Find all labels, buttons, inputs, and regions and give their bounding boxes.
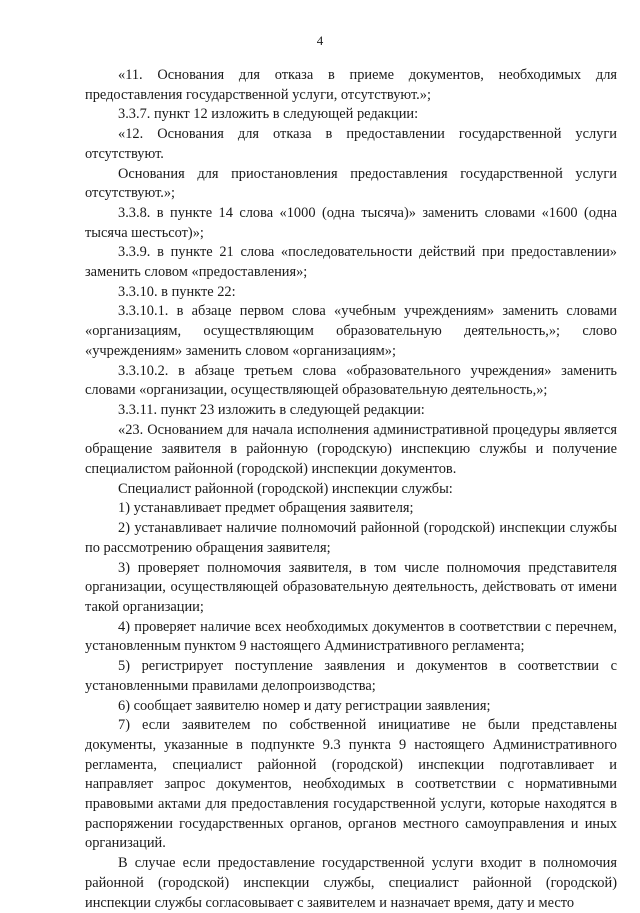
paragraph-4: Основания для приостановления предоставления государственной услуги отсутствуют.»; (85, 165, 617, 202)
paragraph-3: «12. Основания для отказа в предоставлении государственной услуги отсутствуют. (85, 126, 617, 162)
paragraph-18: 6) сообщает заявителю номер и дату регистрации заявления; (118, 697, 491, 714)
paragraph-2: 3.3.7. пункт 12 изложить в следующей редакции: (118, 106, 419, 123)
paragraph-17: 5) регистрирует поступление заявления и документов в соответствии с установленными правилами делопроизводства; (85, 658, 617, 694)
paragraph-12: Специалист районной (городской) инспекции службы: (118, 480, 453, 497)
paragraph-16: 4) проверяет наличие всех необходимых документов в соответствии с перечнем, установленным пунктом 9 настоящего Административного регламента; (85, 618, 617, 655)
document-body (85, 66, 617, 913)
paragraph-19: 7) если заявителем по собственной инициативе не были представлены документы, указанные в подпункте 9.3 пункта 9 настоящего Административного регламента, специалист районной (городской) инспекции подготавливает и направляет запрос документов, необходимых в соответствии с нормативными правовыми актами для предоставления государственной услуги, которые находятся в распоряжении государственных органов, органов местного самоуправления и иных организаций. (85, 717, 617, 852)
paragraph-15: 3) проверяет полномочия заявителя, в том числе полномочия представителя организации, осуществляющей образовательную деятельность, действовать от имени такой организации; (85, 559, 617, 615)
paragraph-10: 3.3.11. пункт 23 изложить в следующей редакции: (118, 401, 425, 418)
paragraph-7: 3.3.10. в пункте 22: (118, 283, 236, 300)
paragraph-5: 3.3.8. в пункте 14 слова «1000 (одна тысяча)» заменить словами «1600 (одна тысяча шестьсот)»; (85, 204, 617, 241)
paragraph-20: В случае если предоставление государственной услуги входит в полномочия районной (городской) инспекции службы, специалист районной (городской) инспекции службы согласовывает с заявителем и назначает время, дату и место (85, 855, 617, 911)
paragraph-6: 3.3.9. в пункте 21 слова «последовательности действий при предоставлении» заменить словом «предоставления»; (85, 244, 617, 281)
paragraph-9: 3.3.10.2. в абзаце третьем слова «образовательного учреждения» заменить словами «организации, осуществляющей образовательную деятельность,»; (85, 362, 617, 399)
paragraph-14: 2) устанавливает наличие полномочий районной (городской) инспекции службы по рассмотрению обращения заявителя; (85, 520, 617, 556)
page-number: 4 (316, 33, 324, 48)
paragraph-13: 1) устанавливает предмет обращения заявителя; (118, 500, 414, 517)
paragraph-1: «11. Основания для отказа в приеме документов, необходимых для предоставления государственной услуги, отсутствуют.»; (85, 67, 617, 103)
paragraph-11: «23. Основанием для начала исполнения административной процедуры является обращение заявителя в районную (городскую) инспекцию службы и получение специалистом районной (городской) инспекции документов. (85, 421, 617, 478)
paragraph-8: 3.3.10.1. в абзаце первом слова «учебным учреждениям» заменить словами «организациям, осуществляющим образовательную деятельность,»; слово «учреждениям» заменить словом «организациям»; (85, 303, 617, 359)
